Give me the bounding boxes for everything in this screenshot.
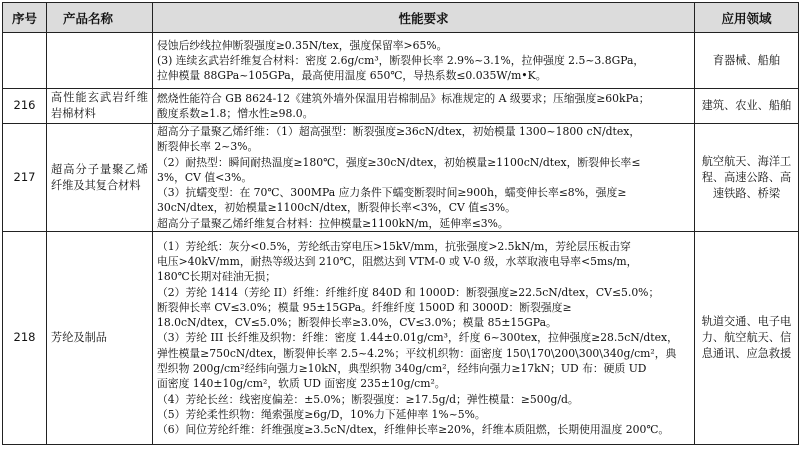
table-row — [3, 232, 799, 445]
product-name: 高性能玄武岩纤维岩棉材料 — [47, 89, 153, 124]
requirement-line: 电压>40kV/mm，耐热等级达到 210℃，阻燃达到 VTM-0 或 V-0 级，水萃取液电导率<5ms/m， — [157, 254, 638, 268]
requirement-line: （5）芳纶柔性织物：绳索强度≥6g/D，10%力下延伸率 1%~5%。 — [157, 407, 486, 421]
application-field: 建筑、农业、船舶 — [695, 89, 799, 124]
application-field: 轨道交通、电子电力、航空航天、信息通讯、应急救援 — [695, 232, 799, 445]
product-name: 超高分子量聚乙烯纤维及其复合材料 — [47, 124, 153, 232]
requirement-line: 超高分子量聚乙烯纤维：（1）超高强型：断裂强度≥36cN/dtex，初始模量 1300~1800 cN/dtex， — [157, 125, 641, 138]
table-row — [3, 124, 799, 232]
requirement-line: （6）间位芳纶纤维：纤维强度≥3.5cN/dtex，纤维伸长率≥20%，纤维本质阻燃，长期使用温度 200℃。 — [157, 423, 670, 437]
requirement-line: （4）芳纶长丝：线密度偏差：±5.0%；断裂强度：≥17.5g/d；弹性模量：≥500g/d。 — [157, 392, 579, 406]
requirement-line: 180℃长期对硅油无损； — [157, 270, 277, 284]
requirement-line: 型织物 200g/cm²经纬向强力≥10kN，典型织物 340g/cm²，经纬向强力≥17kN；UD 布：硬质 UD — [157, 362, 647, 376]
performance-requirements — [153, 89, 695, 124]
requirement-line: 侵蚀后纱线拉伸断裂强度≥0.35N/tex，强度保留率>65%。 — [157, 38, 448, 52]
application-field: 育器械、船舶 — [695, 33, 799, 89]
requirement-line: （2）耐热型：瞬间耐热温度≥180℃，强度≥30cN/dtex，初始模量≥1100cN/dtex，断裂伸长率≤ — [157, 155, 641, 169]
requirement-line: 燃烧性能符合 GB 8624-12《建筑外墙外保温用岩棉制品》标准规定的 A 级要求；压缩强度≥60kPa； — [157, 91, 650, 105]
requirement-line: 断裂伸长率 2~3%。 — [157, 140, 259, 154]
header-application: 应用领域 — [695, 3, 799, 33]
requirement-line: （3）抗蠕变型：在 70℃、300MPa 应力条件下蠕变断裂时间≥900h，蠕变伸长率≤8%，强度≥ — [157, 186, 627, 200]
requirement-line: （1）芳纶纸：灰分<0.5%，芳纶纸击穿电压>15kV/mm，抗张强度>2.5kN/m，芳纶层压板击穿 — [157, 239, 631, 253]
requirement-line: 弹性模量≥750cN/dtex，断裂伸长率 2.5~4.2%；平纹机织物：面密度 150\170\200\300\340g/cm²，典 — [157, 346, 677, 360]
spec-table — [2, 2, 799, 445]
requirement-line: 超高分子量聚乙烯纤维复合材料：拉伸模量≥1100kN/m，延伸率≤3%。 — [157, 216, 509, 230]
performance-requirements — [153, 33, 695, 89]
application-field: 航空航天、海洋工程、高速公路、高速铁路、桥梁 — [695, 124, 799, 232]
table-row — [3, 89, 799, 124]
requirement-line: 30cN/dtex，初始模量≥1100cN/dtex，断裂伸长率<3%，CV 值≤3%。 — [157, 201, 516, 215]
product-name — [47, 33, 153, 89]
requirement-line: 18.0cN/dtex，CV≤5.0%；断裂伸长率≥3.0%，CV≤3.0%；模量 85±15GPa。 — [157, 316, 557, 330]
requirement-line: （3）芳纶 III 长纤维及织物：纤维：密度 1.44±0.01g/cm³，纤度 6~300tex，拉伸强度≥28.5cN/dtex， — [157, 331, 678, 345]
requirement-line: 酸度系数≥1.8；憎水性≥98.0。 — [157, 107, 314, 120]
row-number — [3, 33, 47, 89]
table-header-row — [3, 3, 799, 33]
header-no: 序号 — [3, 3, 47, 33]
requirement-line: 面密度 140±10g/cm²，软质 UD 面密度 235±10g/cm²。 — [157, 377, 446, 391]
requirement-line: 3%，CV 值<3%。 — [157, 170, 253, 184]
performance-requirements — [153, 124, 695, 232]
requirement-line: 拉伸模量 88GPa~105GPa，最高使用温度 650℃，导热系数≤0.035W/m•K。 — [157, 69, 547, 83]
table-row — [3, 33, 799, 89]
header-product-name: 产品名称 — [47, 3, 153, 33]
product-name: 芳纶及制品 — [47, 232, 153, 445]
requirement-line: 断裂伸长率 CV≤3.0%；模量 95±15GPa。纤维纤度 1500D 和 3000D：断裂强度≥ — [157, 300, 572, 314]
row-number: 216 — [3, 89, 47, 124]
row-number: 217 — [3, 124, 47, 232]
requirement-line: (3) 连续玄武岩纤维复合材料：密度 2.6g/cm³，断裂伸长率 2.9%~3.1%，拉伸强度 2.5~3.8GPa， — [157, 53, 645, 67]
header-performance: 性能要求 — [153, 3, 695, 33]
row-number: 218 — [3, 232, 47, 445]
performance-requirements — [153, 232, 695, 445]
requirement-line: （2）芳纶 1414（芳纶 II）纤维：纤维纤度 840D 和 1000D：断裂强度≥22.5cN/dtex，CV≤5.0%； — [157, 285, 660, 299]
